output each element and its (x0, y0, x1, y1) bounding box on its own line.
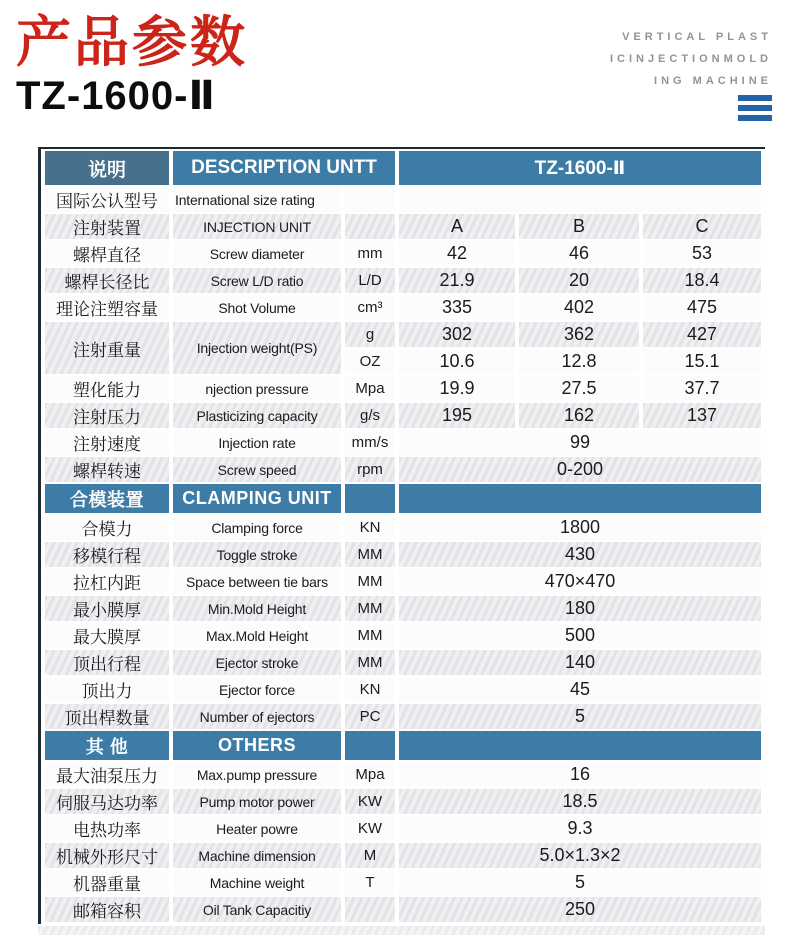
spec-value: 37.7 (643, 376, 761, 401)
spec-table-container (38, 147, 765, 924)
tagline-line-3: ING MACHINE (654, 75, 772, 87)
spec-row (45, 241, 761, 266)
spec-row (45, 650, 761, 675)
section-header-row (45, 484, 761, 513)
spec-label-cn: 最小膜厚 (45, 596, 169, 621)
spec-label-en: Injection weight(PS) (173, 322, 341, 374)
spec-label-cn: 塑化能力 (45, 376, 169, 401)
spec-label-en: Injection rate (173, 430, 341, 455)
spec-label-en: Toggle stroke (173, 542, 341, 567)
spec-row (45, 704, 761, 729)
spec-label-cn: 顶出行程 (45, 650, 169, 675)
section-title-cn: 其 他 (45, 731, 169, 760)
spec-unit: T (345, 870, 395, 895)
spec-value: 42 (399, 241, 515, 266)
hamburger-menu-icon (738, 95, 772, 121)
spec-label-cn: 移模行程 (45, 542, 169, 567)
spec-label-en: Screw L/D ratio (173, 268, 341, 293)
spec-value: 15.1 (643, 349, 761, 374)
spec-row (45, 789, 761, 814)
spec-value: 250 (399, 897, 761, 922)
spec-label-en: njection pressure (173, 376, 341, 401)
spec-value: 46 (519, 241, 639, 266)
spec-value: 27.5 (519, 376, 639, 401)
spec-value: 162 (519, 403, 639, 428)
spec-value: 9.3 (399, 816, 761, 841)
spec-unit (345, 214, 395, 239)
spec-value: 402 (519, 295, 639, 320)
spec-row (45, 542, 761, 567)
spec-unit (345, 897, 395, 922)
spec-row (45, 295, 761, 320)
spec-unit: rpm (345, 457, 395, 482)
spec-value (399, 187, 761, 212)
spec-value: 18.4 (643, 268, 761, 293)
model-number: TZ-1600-Ⅱ (16, 73, 216, 118)
spec-label-cn: 邮箱容积 (45, 897, 169, 922)
spec-label-cn: 最大油泵压力 (45, 762, 169, 787)
spec-row (45, 816, 761, 841)
spec-label-en: Heater powre (173, 816, 341, 841)
column-header-description-unit: DESCRIPTION UNTT (173, 151, 395, 185)
spec-value: C (643, 214, 761, 239)
spec-value: 137 (643, 403, 761, 428)
spec-unit: KW (345, 789, 395, 814)
spec-value: 500 (399, 623, 761, 648)
spec-row (45, 187, 761, 212)
spec-label-cn: 机械外形尺寸 (45, 843, 169, 868)
spec-row (45, 403, 761, 428)
spec-row (45, 430, 761, 455)
spec-label-en: Oil Tank Capacitiy (173, 897, 341, 922)
page-title: 产品参数 (16, 11, 249, 73)
spec-value: 5.0×1.3×2 (399, 843, 761, 868)
section-title-en: CLAMPING UNIT (173, 484, 341, 513)
spec-label-en: Max.pump pressure (173, 762, 341, 787)
spec-row (45, 897, 761, 922)
spec-unit: MM (345, 542, 395, 567)
spec-value: 45 (399, 677, 761, 702)
spec-label-cn: 注射速度 (45, 430, 169, 455)
spec-label-cn: 顶出力 (45, 677, 169, 702)
spec-row (45, 457, 761, 482)
spec-value: A (399, 214, 515, 239)
spec-unit (345, 187, 395, 212)
spec-label-en: International size rating (173, 187, 341, 212)
spec-unit: MM (345, 623, 395, 648)
spec-unit: mm (345, 241, 395, 266)
spec-unit: PC (345, 704, 395, 729)
spec-row (45, 569, 761, 594)
spec-row (45, 843, 761, 868)
spec-label-en: Shot Volume (173, 295, 341, 320)
spec-row (45, 376, 761, 401)
column-header-model: TZ-1600-Ⅱ (399, 151, 761, 185)
spec-label-en: Ejector stroke (173, 650, 341, 675)
spec-label-cn: 拉杠内距 (45, 569, 169, 594)
spec-label-cn: 机器重量 (45, 870, 169, 895)
spec-unit: g/s (345, 403, 395, 428)
spec-label-cn: 理论注塑容量 (45, 295, 169, 320)
spec-value: 10.6 (399, 349, 515, 374)
spec-label-en: Plasticizing capacity (173, 403, 341, 428)
tagline-line-2: ICINJECTIONMOLD (609, 53, 772, 65)
spec-unit: cm³ (345, 295, 395, 320)
section-unit-spacer (345, 731, 395, 760)
spec-value: 430 (399, 542, 761, 567)
spec-unit: mm/s (345, 430, 395, 455)
spec-value: 18.5 (399, 789, 761, 814)
spec-label-en: Screw speed (173, 457, 341, 482)
spec-value: 5 (399, 704, 761, 729)
spec-value: 427 (643, 322, 761, 347)
section-unit-spacer (345, 484, 395, 513)
table-header-row (45, 151, 761, 185)
spec-unit: MM (345, 596, 395, 621)
spec-label-en: Ejector force (173, 677, 341, 702)
spec-value: 19.9 (399, 376, 515, 401)
spec-value: 53 (643, 241, 761, 266)
spec-value: 5 (399, 870, 761, 895)
spec-value: 12.8 (519, 349, 639, 374)
spec-label-en: Min.Mold Height (173, 596, 341, 621)
spec-label-cn: 注射装置 (45, 214, 169, 239)
spec-label-cn: 螺桿转速 (45, 457, 169, 482)
spec-unit: MM (345, 650, 395, 675)
spec-label-cn: 电热功率 (45, 816, 169, 841)
spec-label-en: Screw diameter (173, 241, 341, 266)
spec-label-cn: 合模力 (45, 515, 169, 540)
spec-value: 470×470 (399, 569, 761, 594)
section-header-row (45, 731, 761, 760)
spec-label-cn: 伺服马达功率 (45, 789, 169, 814)
spec-unit: Mpa (345, 762, 395, 787)
table-footer-band (38, 926, 765, 935)
spec-unit: OZ (345, 349, 395, 374)
spec-unit: KN (345, 677, 395, 702)
spec-row (45, 596, 761, 621)
spec-label-en: Machine weight (173, 870, 341, 895)
spec-unit: g (345, 322, 395, 347)
spec-table (41, 149, 765, 924)
spec-label-en: Max.Mold Height (173, 623, 341, 648)
spec-unit: M (345, 843, 395, 868)
spec-label-cn: 国际公认型号 (45, 187, 169, 212)
spec-label-cn: 螺桿直径 (45, 241, 169, 266)
spec-row (45, 762, 761, 787)
menu-bar (738, 105, 772, 111)
spec-label-en: Machine dimension (173, 843, 341, 868)
spec-value: 0-200 (399, 457, 761, 482)
spec-value: 1800 (399, 515, 761, 540)
spec-value: 21.9 (399, 268, 515, 293)
spec-label-en: Pump motor power (173, 789, 341, 814)
spec-value: 302 (399, 322, 515, 347)
spec-row (45, 623, 761, 648)
spec-row (45, 322, 761, 347)
spec-label-en: INJECTION UNIT (173, 214, 341, 239)
spec-value: 475 (643, 295, 761, 320)
spec-value: 195 (399, 403, 515, 428)
spec-row (45, 515, 761, 540)
spec-row (45, 214, 761, 239)
spec-value: 99 (399, 430, 761, 455)
spec-unit: Mpa (345, 376, 395, 401)
page-header (0, 0, 790, 147)
spec-unit: KN (345, 515, 395, 540)
menu-bar (738, 95, 772, 101)
spec-label-cn: 注射重量 (45, 322, 169, 374)
spec-row (45, 870, 761, 895)
spec-label-cn: 注射压力 (45, 403, 169, 428)
spec-value: 335 (399, 295, 515, 320)
spec-label-en: Number of ejectors (173, 704, 341, 729)
section-value-spacer (399, 484, 761, 513)
spec-label-cn: 顶出桿数量 (45, 704, 169, 729)
spec-unit: KW (345, 816, 395, 841)
tagline-line-1: VERTICAL PLAST (622, 31, 772, 43)
menu-bar (738, 115, 772, 121)
section-value-spacer (399, 731, 761, 760)
spec-value: 362 (519, 322, 639, 347)
spec-value: 16 (399, 762, 761, 787)
spec-row (45, 268, 761, 293)
spec-unit: L/D (345, 268, 395, 293)
section-title-en: OTHERS (173, 731, 341, 760)
spec-value: 180 (399, 596, 761, 621)
tagline (610, 26, 772, 92)
spec-label-cn: 螺桿长径比 (45, 268, 169, 293)
spec-unit: MM (345, 569, 395, 594)
spec-value: 140 (399, 650, 761, 675)
spec-label-en: Space between tie bars (173, 569, 341, 594)
spec-row (45, 677, 761, 702)
column-header-cn: 说明 (45, 151, 169, 185)
spec-label-en: Clamping force (173, 515, 341, 540)
section-title-cn: 合模装置 (45, 484, 169, 513)
spec-value: B (519, 214, 639, 239)
spec-value: 20 (519, 268, 639, 293)
spec-label-cn: 最大膜厚 (45, 623, 169, 648)
